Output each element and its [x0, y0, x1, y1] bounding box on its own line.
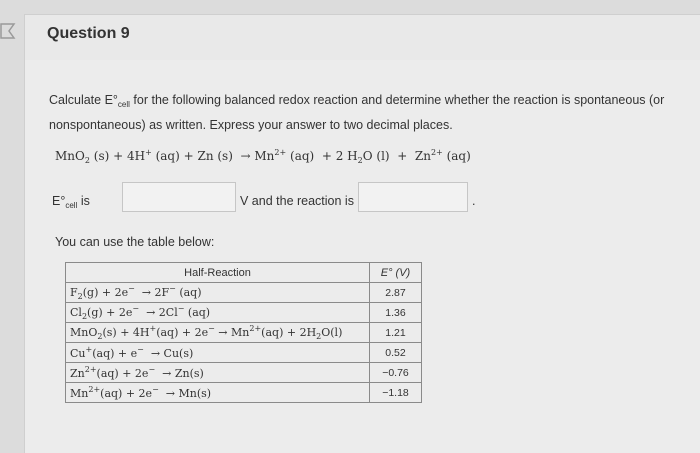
half-reaction-cell: $Mn^{2+}(aq) + 2e^- \to Mn(s)$ — [66, 383, 370, 403]
half-reaction-cell: $MnO_2(s) + 4H^+(aq) + 2e^- \to Mn^{2+}(aq) + 2H_2O(l)$ — [66, 323, 370, 343]
ecell-value-input[interactable] — [122, 182, 236, 212]
ecell-label: $E^\circ_{cell}$ is — [52, 194, 90, 210]
table-row — [66, 323, 422, 343]
prompt-cell-subscript: cell — [117, 100, 130, 109]
half-reaction-cell: Cu+(aq) + e− → Cu(s) — [66, 343, 370, 363]
half-reaction-cell: $Zn^{2+}(aq) + 2e^- \to Zn(s)$ — [66, 363, 370, 383]
potential-header: E° (V) — [370, 263, 422, 283]
answer-period: . — [472, 194, 476, 208]
spontaneity-input[interactable] — [358, 182, 468, 212]
table-row — [66, 343, 422, 363]
potential-cell: 1.21 — [370, 323, 422, 343]
potential-cell: 2.87 — [370, 283, 422, 303]
table-row — [66, 283, 422, 303]
question-content — [24, 60, 700, 453]
table-header-row — [66, 263, 422, 283]
potential-cell: −0.76 — [370, 363, 422, 383]
half-reaction-cell: $Cl_2(g) + 2e^- \to 2Cl^-$ (aq) — [66, 303, 370, 323]
prompt-text-start: Calculate E° — [49, 93, 118, 107]
potential-cell: −1.18 — [370, 383, 422, 403]
potential-cell: 1.36 — [370, 303, 422, 323]
question-prompt — [49, 90, 689, 135]
prompt-text-rest: for the following balanced redox reaction and determine whether the reaction is spontaneous (or — [129, 93, 665, 107]
question-title: Question 9 — [47, 25, 130, 42]
redox-equation: MnO$_2$ (s) + 4H+ (aq) + Zn $(s) \to Mn^{2+}$ (aq) + 2 $H_2O$ $(l) + Zn^{2+}$ (aq) — [55, 148, 471, 165]
table-row — [66, 363, 422, 383]
table-row — [66, 383, 422, 403]
table-row — [66, 303, 422, 323]
bookmark-flag-icon[interactable] — [0, 22, 18, 48]
question-header — [24, 14, 700, 62]
reaction-is-label: V and the reaction is — [240, 194, 354, 208]
table-intro: You can use the table below: — [55, 235, 215, 249]
prompt-text-line2: nonspontaneous) as written. Express your answer to two decimal places. — [49, 118, 453, 132]
potential-cell: 0.52 — [370, 343, 422, 363]
half-reaction-header: Half-Reaction — [66, 263, 370, 283]
half-reaction-table — [65, 262, 422, 403]
half-reaction-cell: $F_2(g) + 2e^- \to 2F^-$ (aq) — [66, 283, 370, 303]
